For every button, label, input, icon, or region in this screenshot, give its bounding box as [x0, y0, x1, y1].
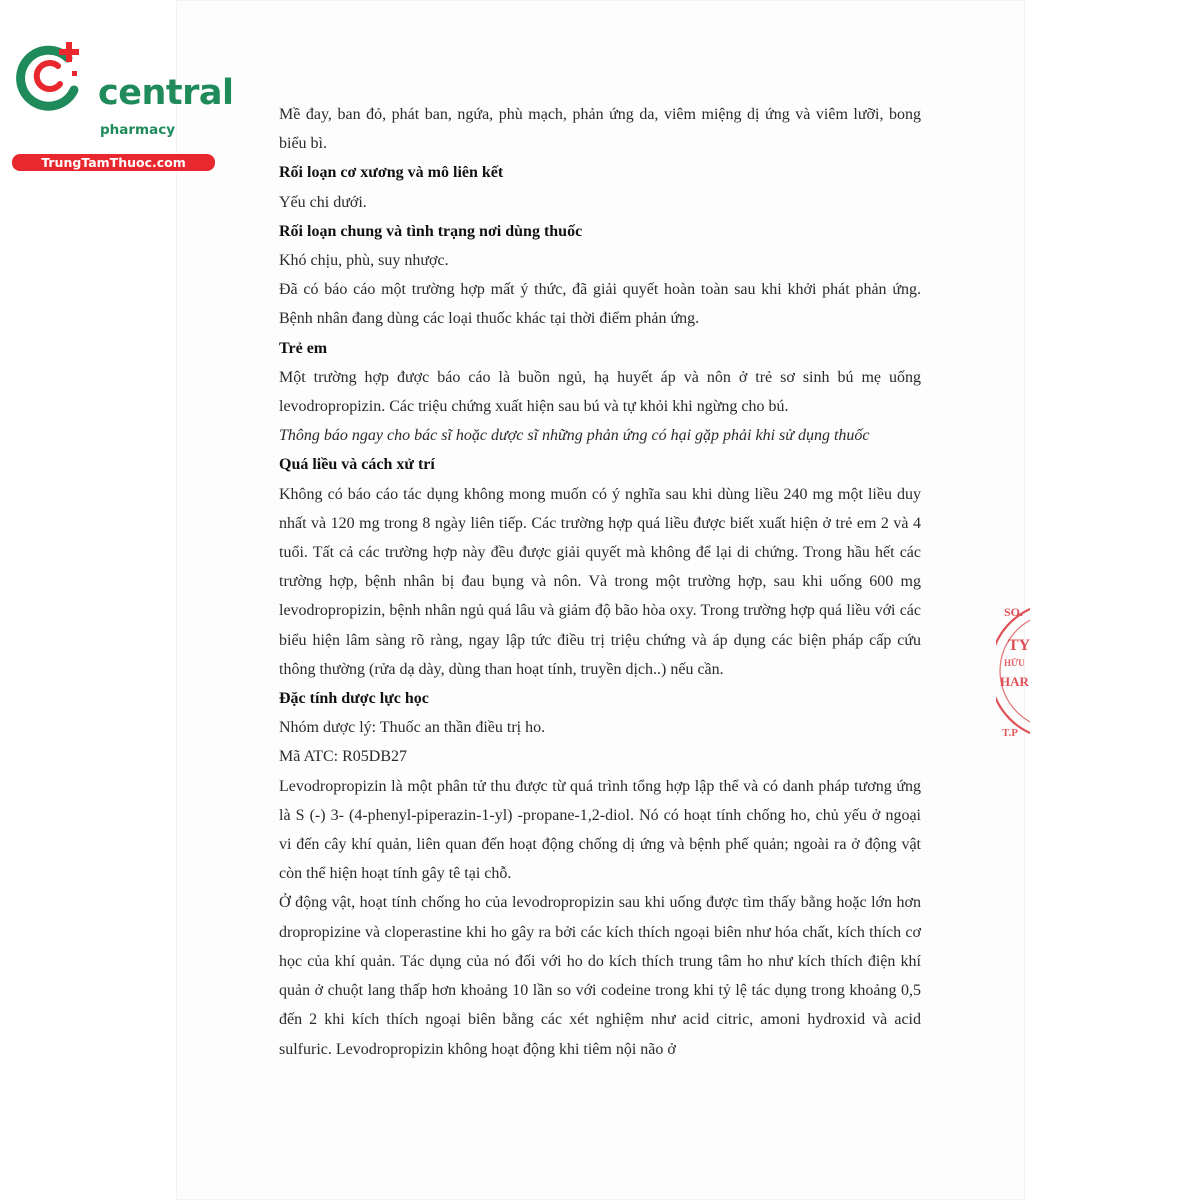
body-paragraph: Khó chịu, phù, suy nhược. [279, 252, 449, 270]
section-heading: Quá liều và cách xử trí [279, 456, 435, 474]
body-paragraph: Đã có báo cáo một trường hợp mất ý thức, đã giải quyết hoàn toàn sau khi khởi phát phản ứng. Bệnh nhân đang dùng các loại thuốc khác tại thời điểm phản ứng. [279, 281, 921, 328]
svg-text:SO.: SO. [1004, 605, 1024, 619]
brand-name: central [98, 73, 234, 113]
section-heading: Rối loạn chung và tình trạng nơi dùng thuốc [279, 222, 583, 240]
svg-text:HAR: HAR [1000, 674, 1029, 689]
svg-text:T.P: T.P [1002, 727, 1018, 739]
stamp-seal [996, 596, 1030, 746]
pharmacy-logo-icon [10, 36, 90, 112]
body-paragraph: Levodropropizin là một phân tử thu được từ quá trình tổng hợp lập thể và có danh pháp tương ứng là S (-) 3- (4-phenyl-piperazin-1-yl) -propane-1,2-diol. Nó có hoạt tính chống ho, chủ yếu ở ngoại vi đến cây khí quản, liên quan đến hoạt động chống dị ứng và bệnh phế quản; ngoài ra ở động vật còn thể hiện hoạt tính gây tê tại chỗ. [279, 777, 921, 883]
body-paragraph: Mã ATC: R05DB27 [279, 748, 408, 766]
document-body [279, 100, 921, 1064]
company-stamp [996, 596, 1030, 746]
body-paragraph: Nhóm dược lý: Thuốc an thần điều trị ho. [279, 719, 546, 737]
section-heading: Trẻ em [279, 339, 328, 357]
body-paragraph: Yếu chi dưới. [279, 193, 367, 211]
body-paragraph: Không có báo cáo tác dụng không mong muốn có ý nghĩa sau khi dùng liều 240 mg một liều duy nhất và 120 mg trong 8 ngày liên tiếp. Các trường hợp quá liều được biết xuất hiện ở trẻ em 2 và 4 tuổi. Tất cả các trường hợp này đều được giải quyết mà không để lại di chứng. Trong hầu hết các trường hợp, bệnh nhân bị đau bụng và nôn. Và trong một trường hợp, sau khi uống 600 mg levodropropizin, bệnh nhân ngủ quá lâu và giảm độ bão hòa oxy. Trong trường hợp quá liều với các biểu hiện lâm sàng rõ ràng, ngay lập tức điều trị triệu chứng và áp dụng các biện pháp cấp cứu thông thường (rửa dạ dày, dùng than hoạt tính, truyền dịch..) nếu cần. [279, 485, 921, 678]
central-pharmacy-logo[interactable] [10, 36, 234, 170]
body-paragraph: Ở động vật, hoạt tính chống ho của levodropropizin sau khi uống được tìm thấy bằng hoặc lớn hơn dropropizine và cloperastine khi ho gây ra bởi các kích thích ngoại biên như hóa chất, kích thích cơ học của khí quản. Tác dụng của nó đối với ho do kích thích trung tâm ho như kích thích điện khí quản ở chuột lang thấp hơn khoảng 10 lần so với codeine trong khi tỷ lệ tác dụng trong khoảng 0,5 đến 2 khi kích thích ngoại biên bằng các xét nghiệm như acid citric, amoni hydroxid và acid sulfuric. Levodropropizin không hoạt động khi tiêm nội não ở [279, 894, 921, 1058]
svg-text:TY: TY [1008, 637, 1030, 654]
brand-url: TrungTamThuoc.com [12, 154, 215, 171]
section-heading: Rối loạn cơ xương và mô liên kết [279, 164, 504, 182]
section-heading: Đặc tính dược lực học [279, 690, 429, 708]
body-paragraph: Mề đay, ban đỏ, phát ban, ngứa, phù mạch, phản ứng da, viêm miệng dị ứng và viêm lưỡi, bong biểu bì. [279, 106, 921, 153]
body-paragraph: Một trường hợp được báo cáo là buồn ngủ, hạ huyết áp và nôn ở trẻ sơ sinh bú mẹ uống levodropropizin. Các triệu chứng xuất hiện sau bú và tự khỏi khi ngừng cho bú. [279, 368, 921, 416]
adverse-reaction-notice: Thông báo ngay cho bác sĩ hoặc dược sĩ những phản ứng có hại gặp phải khi sử dụng thuốc [279, 427, 870, 445]
svg-text:HỮU: HỮU [1004, 658, 1025, 668]
brand-subtitle: pharmacy [100, 122, 176, 138]
